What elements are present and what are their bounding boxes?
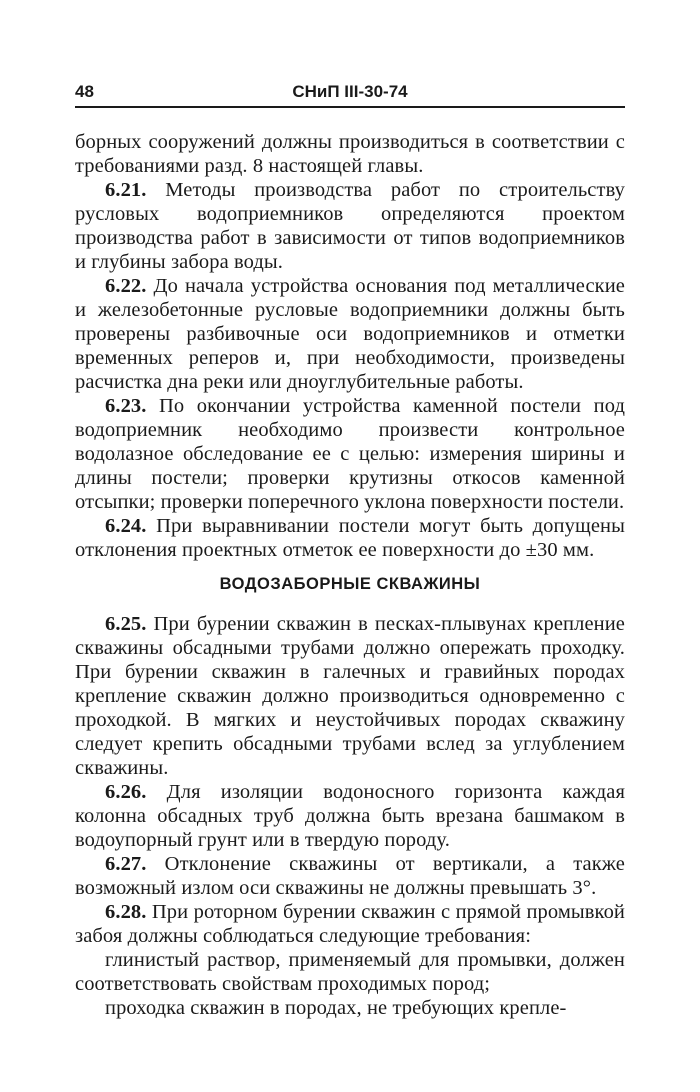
page-number: 48: [75, 82, 94, 101]
clause-text: Методы производства работ по строительству русловых водоприемников определяются проектом производства работ в зависимости от типов водоприемников и глубины забора воды.: [75, 179, 625, 273]
paragraph-6-24: [75, 514, 625, 562]
paragraph-6-27: [75, 852, 625, 900]
paragraph: борных сооружений должны производиться в соответствии с требованиями разд. 8 настоящей главы.: [75, 131, 625, 177]
clause-text: До начала устройства основания под металлические и железобетонные русловые водоприемники должны быть проверены разбивочные оси водоприемников и отметки временных реперов и, при необходимости, произведены расчистка дна реки или дноуглубительные работы.: [75, 275, 625, 393]
page-header: [75, 80, 625, 108]
paragraph-6-23: [75, 394, 625, 514]
clause-text: При выравнивании постели могут быть допущены отклонения проектных отметок ее поверхности до ±30 мм.: [75, 515, 625, 561]
clause-number: 6.26.: [105, 781, 147, 803]
clause-number: 6.24.: [105, 515, 147, 537]
paragraph-6-25: [75, 612, 625, 780]
paragraph-6-26: [75, 780, 625, 852]
document-page: [75, 80, 625, 1020]
body-text: [75, 130, 625, 1020]
list-item: проходка скважин в породах, не требующих крепле-: [105, 997, 567, 1019]
clause-text: Для изоляции водоносного горизонта каждая колонна обсадных труб должна быть врезана башмаком в водоупорный грунт или в твердую породу.: [75, 781, 625, 851]
list-item: глинистый раствор, применяемый для промывки, должен соответствовать свойствам проходимых пород;: [75, 949, 625, 995]
section-heading: ВОДОЗАБОРНЫЕ СКВАЖИНЫ: [219, 575, 481, 593]
clause-number: 6.27.: [105, 853, 147, 875]
clause-number: 6.22.: [105, 275, 147, 297]
clause-number: 6.25.: [105, 613, 147, 635]
clause-text: Отклонение скважины от вертикали, а также возможный излом оси скважины не должны превышать 3°.: [75, 853, 625, 899]
clause-text: При бурении скважин в песках-плывунах крепление скважины обсадными трубами должно опережать проходку. При бурении скважин в галечных и гравийных породах крепление скважин должно производиться одновременно с проходкой. В мягких и неустойчивых породах скважину следует крепить обсадными трубами вслед за углублением скважины.: [75, 613, 625, 779]
clause-text: При роторном бурении скважин с прямой промывкой забоя должны соблюдаться следующие требования:: [75, 901, 625, 947]
paragraph-6-21: [75, 178, 625, 274]
clause-number: 6.28.: [105, 901, 147, 923]
running-title: СНиП III-30-74: [292, 82, 408, 101]
clause-text: По окончании устройства каменной постели под водоприемник необходимо произвести контрольное водолазное обследование ее с целью: измерения ширины и длины постели; проверки крутизны откосов каменной отсыпки; проверки поперечного уклона поверхности постели.: [75, 395, 626, 513]
clause-number: 6.21.: [105, 179, 147, 201]
paragraph-6-22: [75, 274, 625, 394]
clause-number: 6.23.: [105, 395, 147, 417]
paragraph-6-28: [75, 900, 625, 948]
